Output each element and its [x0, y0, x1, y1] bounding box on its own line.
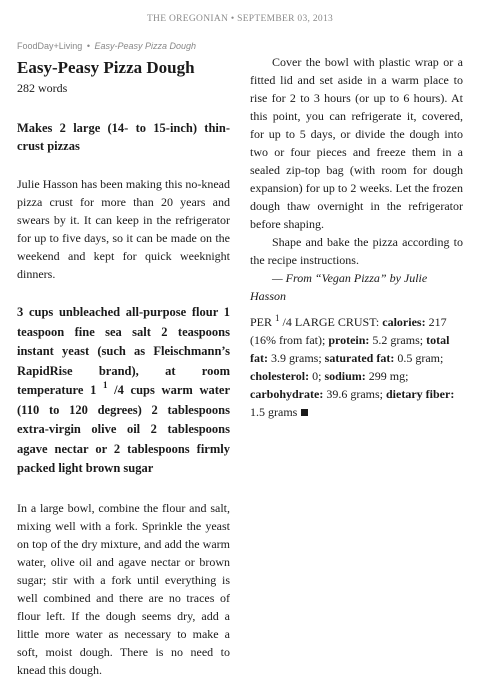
article-column-left [17, 58, 230, 679]
method-step-3: Shape and bake the pizza according to the recipe instructions. [250, 235, 463, 267]
total-fat-value: 3.9 grams; [268, 351, 325, 365]
carbohydrate-value: 39.6 grams; [323, 387, 386, 401]
nutrition-info [250, 313, 463, 421]
ingredient-text-part-1: 3 cups unbleached all-purpose flour 1 teaspoon fine sea salt 2 teaspoons instant yeast (such as Fleischmann’s RapidRise brand), at room temperature 1 [17, 305, 230, 397]
article-column-right [250, 53, 463, 421]
nutrition-fraction-numerator: 1 [275, 313, 280, 323]
calories-value: 217 (16% from fat); [250, 315, 447, 347]
protein-label: protein: [328, 333, 370, 347]
breadcrumb-current: Easy-Peasy Pizza Dough [94, 41, 197, 51]
breadcrumb [17, 41, 196, 51]
dietary-fiber-label: dietary fiber: [386, 387, 455, 401]
end-of-article-icon [301, 409, 308, 416]
method-step-1: In a large bowl, combine the flour and salt, mixing well with a fork. Sprinkle the yeast on top of the dry mixture, and add the warm water, olive oil and agave nectar or brown sugar; stir with a fork until everything is well combined and there are no traces of flour left. If the dough seems dry, add a little more water as necessary to make a soft, moist dough. There is no need to knead this dough. [17, 500, 230, 677]
protein-value: 5.2 grams; [369, 333, 427, 347]
ingredient-list [17, 303, 230, 479]
breadcrumb-section-link[interactable]: FoodDay+Living [17, 41, 83, 51]
sodium-label: sodium: [324, 369, 366, 383]
total-fat-label: total fat: [250, 333, 450, 365]
calories-label: calories: [382, 315, 426, 329]
word-count: 282 words [17, 81, 68, 95]
article-title: Easy-Peasy Pizza Dough [17, 58, 195, 77]
fraction-numerator: 1 [103, 380, 108, 390]
saturated-fat-label: saturated fat: [324, 351, 395, 365]
method-step-2: Cover the bowl with plastic wrap or a fitted lid and set aside in a warm place to rise for 2 to 3 hours (or up to 6 hours). At this point, you can refrigerate it, covered, for up to 5 days, or divide the dough into two or four pieces and freeze them in a sealed zip-top bag (with room for dough expansion) for up to 2 weeks. Let the frozen dough thaw overnight in the refrigerator before shaping. [250, 55, 463, 231]
nutrition-per-prefix: PER [250, 315, 276, 329]
publication-masthead: THE OREGONIAN • SEPTEMBER 03, 2013 [146, 14, 334, 24]
saturated-fat-value: 0.5 gram; [394, 351, 444, 365]
sodium-value: 299 mg; [365, 369, 409, 383]
recipe-yield: Makes 2 large (14- to 15-inch) thin-crust pizzas [17, 121, 230, 153]
breadcrumb-separator: • [86, 41, 90, 51]
recipe-intro: Julie Hasson has been making this no-knead pizza crust for more than 20 years and swears by it. It can keep in the refrigerator for up to five days, so it can be made on the weekend and kept for quick weeknight dinners. [17, 177, 230, 281]
carbohydrate-label: carbohydrate: [250, 387, 324, 401]
cholesterol-value: 0; [309, 369, 325, 383]
dietary-fiber-value: 1.5 grams [250, 405, 298, 419]
recipe-credit: — From “Vegan Pizza” by Julie Hasson [250, 271, 428, 303]
ingredient-text-part-2: /4 cups warm water (110 to 120 degrees) 2 tablespoons extra-virgin olive oil 2 tablespoons agave nectar or 2 tablespoons firmly packed light brown sugar [17, 383, 230, 475]
nutrition-per-suffix: /4 LARGE CRUST: [279, 315, 383, 329]
cholesterol-label: cholesterol: [250, 369, 310, 383]
